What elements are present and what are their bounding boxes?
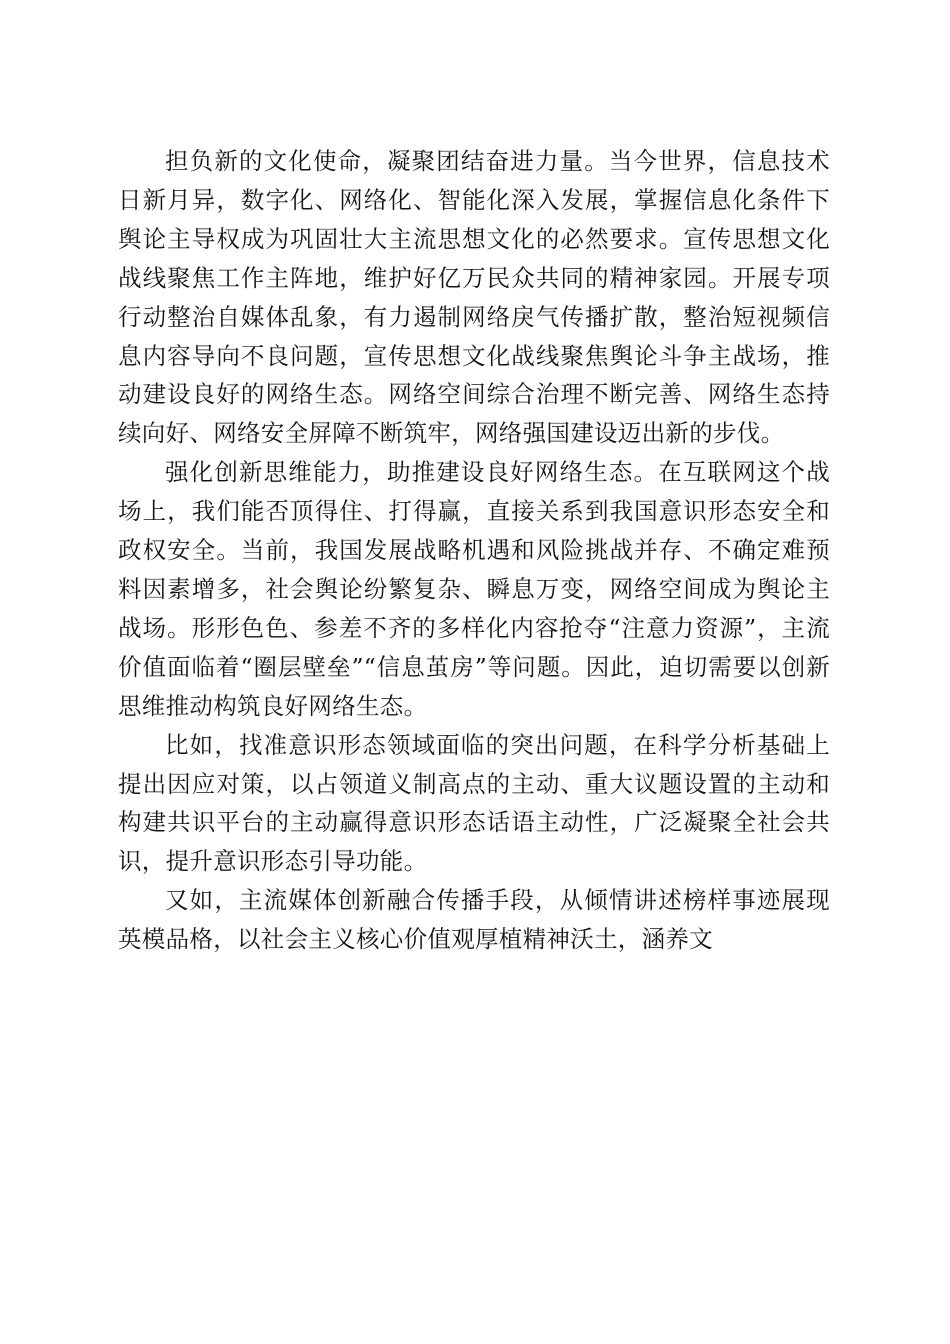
paragraph-example-ideology: 比如，找准意识形态领域面临的突出问题，在科学分析基础上提出因应对策，以占领道义制高点的主动、重大议题设置的主动和构建共识平台的主动赢得意识形态话语主动性，广泛凝聚全社会共识，提升意识形态引导功能。 [118, 730, 830, 876]
paragraph-innovative-thinking: 强化创新思维能力，助推建设良好网络生态。在互联网这个战场上，我们能否顶得住、打得赢，直接关系到我国意识形态安全和政权安全。当前，我国发展战略机遇和风险挑战并存、不确定难预料因素增多，社会舆论纷繁复杂、瞬息万变，网络空间成为舆论主战场。形形色色、参差不齐的多样化内容抢夺“注意力资源”，主流价值面临着“圈层壁垒”“信息茧房”等问题。因此，迫切需要以创新思维推动构筑良好网络生态。 [118, 458, 830, 720]
document-body [118, 142, 830, 959]
paragraph-cultural-mission: 担负新的文化使命，凝聚团结奋进力量。当今世界，信息技术日新月异，数字化、网络化、智能化深入发展，掌握信息化条件下舆论主导权成为巩固壮大主流思想文化的必然要求。宣传思想文化战线聚焦工作主阵地，维护好亿万民众共同的精神家园。开展专项行动整治自媒体乱象，有力遏制网络戾气传播扩散，整治短视频信息内容导向不良问题，宣传思想文化战线聚焦舆论斗争主战场，推动建设良好的网络生态。网络空间综合治理不断完善、网络生态持续向好、网络安全屏障不断筑牢，网络强国建设迈出新的步伐。 [118, 147, 830, 448]
paragraph-example-media: 又如，主流媒体创新融合传播手段，从倾情讲述榜样事迹展现英模品格，以社会主义核心价值观厚植精神沃土，涵养文 [118, 886, 830, 954]
